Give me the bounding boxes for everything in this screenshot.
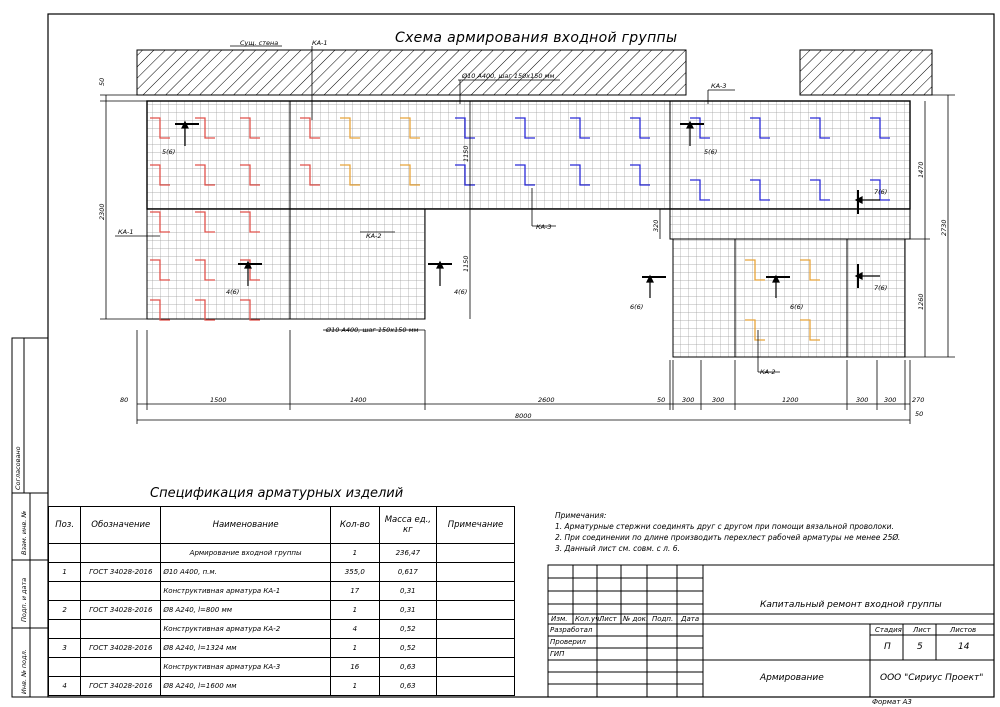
dim-h: 270 (912, 396, 925, 404)
spec-row (49, 563, 515, 582)
col-pos: Поз. (49, 507, 81, 544)
ka3-mid-callout: КА-3 (536, 223, 552, 231)
spec-row (49, 601, 515, 620)
section-label: 7(6) (874, 284, 888, 292)
side-inv-orig: Инв. № подл. (20, 649, 28, 694)
spec-cell-qty: 4 (330, 620, 379, 639)
spec-cell-mass: 0,63 (379, 658, 436, 677)
drawing-title: Схема армирования входной группы (395, 30, 678, 46)
stamp-sheet-label: Лист (913, 626, 931, 634)
spec-cell-designation: ГОСТ 34028-2016 (81, 601, 161, 620)
stamp-sheet-title: Армирование (760, 673, 824, 683)
stamp-col: Кол.уч. (575, 615, 602, 623)
spec-cell-mass: 0,52 (379, 620, 436, 639)
spec-cell-mass: 0,63 (379, 677, 436, 696)
spec-cell-mass: 0,617 (379, 563, 436, 582)
section-label: 4(6) (226, 288, 240, 296)
existing-wall-left (137, 50, 686, 95)
spec-cell-pos: 2 (49, 601, 81, 620)
spec-cell-note (436, 639, 514, 658)
mesh-top-callout: Ø10 А400, шаг 150х150 мм (462, 72, 555, 80)
col-qty: Кол-во (330, 507, 379, 544)
spec-cell-qty: 16 (330, 658, 379, 677)
spec-cell-name: Ø8 А240, l=1600 мм (161, 677, 331, 696)
dim-h: 2600 (538, 396, 555, 404)
spec-cell-note (436, 658, 514, 677)
stamp-role: ГИП (550, 650, 565, 658)
spec-cell-name: Конструктивная арматура КА-1 (161, 582, 331, 601)
spec-cell-designation (81, 544, 161, 563)
dim-h: 300 (856, 396, 869, 404)
ka1-top-callout: КА-1 (312, 39, 328, 47)
spec-cell-pos (49, 544, 81, 563)
spec-body (49, 544, 515, 696)
dim-h: 1200 (782, 396, 799, 404)
wall-label: Сущ. стена (240, 39, 279, 47)
stamp-sheets: 14 (958, 642, 970, 652)
spec-cell-mass: 0,31 (379, 582, 436, 601)
spec-cell-pos (49, 582, 81, 601)
col-name: Наименование (161, 507, 331, 544)
note-item: 3. Данный лист см. совм. с л. 6. (555, 544, 680, 553)
dim-v-2300: 2300 (98, 203, 106, 220)
mesh-grids (147, 101, 910, 357)
notes (555, 510, 900, 554)
ka2-mid-callout: КА-2 (366, 232, 382, 240)
note-item: 2. При соединении по длине производить перехлест рабочей арматуры не менее 25Ø. (555, 533, 901, 542)
spec-cell-note (436, 601, 514, 620)
spec-cell-qty: 17 (330, 582, 379, 601)
stamp-stage-label: Стадия (875, 626, 902, 634)
spec-cell-pos (49, 620, 81, 639)
stamp-col: № док. (623, 615, 649, 623)
stamp-sheets-label: Листов (950, 626, 977, 634)
dim-h: 300 (712, 396, 725, 404)
spec-row (49, 658, 515, 677)
spec-cell-note (436, 677, 514, 696)
section-label: 5(6) (162, 148, 176, 156)
spec-cell-designation (81, 658, 161, 677)
dim-h: 300 (884, 396, 897, 404)
stamp-col: Изм. (551, 615, 568, 623)
note-item: 1. Арматурные стержни соединять друг с другом при помощи вязальной проволоки. (555, 522, 894, 531)
dim-h: 300 (682, 396, 695, 404)
dim-v-50: 50 (98, 77, 106, 86)
spec-cell-name: Ø8 А240, l=1324 мм (161, 639, 331, 658)
ka2-bottom-callout: КА-2 (760, 368, 776, 376)
side-agreed: Согласовано (14, 446, 22, 490)
side-sign-date: Подп. и дата (20, 577, 28, 622)
dim-total: 8000 (515, 412, 532, 420)
spec-row (49, 544, 515, 563)
mesh-bottom-callout: Ø10 А400, шаг 150х150 мм (326, 326, 419, 334)
section-label: 4(6) (454, 288, 468, 296)
spec-cell-name: Ø10 А400, п.м. (161, 563, 331, 582)
dim-v-1150a: 1150 (462, 145, 470, 162)
dim-h: 80 (120, 396, 129, 404)
notes-title: Примечания: (555, 511, 607, 520)
spec-cell-qty: 1 (330, 677, 379, 696)
stamp-role: Проверил (550, 638, 586, 646)
section-label: 6(6) (630, 303, 644, 311)
existing-wall-right (800, 50, 932, 95)
dim-v-2730: 2730 (940, 219, 948, 236)
spec-header-row (49, 507, 515, 544)
spec-row (49, 639, 515, 658)
col-mass: Масса ед., кг (379, 507, 436, 544)
dim-h: 50 (657, 396, 666, 404)
section-label: 6(6) (790, 303, 804, 311)
stamp-stage: П (884, 642, 891, 652)
spec-cell-pos: 3 (49, 639, 81, 658)
spec-cell-name: Конструктивная арматура КА-2 (161, 620, 331, 639)
spec-cell-designation (81, 582, 161, 601)
dim-end-50: 50 (915, 410, 924, 418)
stamp-role: Разработал (550, 626, 593, 634)
stamp-sheet: 5 (917, 642, 923, 652)
stamp-project: Капитальный ремонт входной группы (760, 600, 942, 610)
spec-cell-designation (81, 620, 161, 639)
spec-cell-pos: 1 (49, 563, 81, 582)
spec-cell-mass: 0,52 (379, 639, 436, 658)
spec-cell-name: Армирование входной группы (161, 544, 331, 563)
dim-v-320: 320 (652, 219, 660, 232)
spec-row (49, 582, 515, 601)
spec-cell-designation: ГОСТ 34028-2016 (81, 563, 161, 582)
col-designation: Обозначение (81, 507, 161, 544)
dim-h: 1400 (350, 396, 367, 404)
spec-cell-note (436, 544, 514, 563)
spec-row (49, 677, 515, 696)
spec-cell-designation: ГОСТ 34028-2016 (81, 677, 161, 696)
spec-cell-note (436, 563, 514, 582)
spec-title: Спецификация арматурных изделий (150, 486, 404, 501)
dim-v-1470: 1470 (917, 161, 925, 178)
spec-cell-name: Конструктивная арматура КА-3 (161, 658, 331, 677)
stamp-format: Формат А3 (872, 698, 912, 706)
spec-table (48, 506, 515, 696)
ka1-left-callout: КА-1 (118, 228, 134, 236)
section-label: 5(6) (704, 148, 718, 156)
spec-cell-pos (49, 658, 81, 677)
dim-v-1150b: 1150 (462, 255, 470, 272)
spec-cell-note (436, 582, 514, 601)
stamp-col: Лист (599, 615, 617, 623)
dim-h: 1500 (210, 396, 227, 404)
stamp-company: ООО "Сириус Проект" (880, 673, 984, 683)
spec-cell-qty: 1 (330, 639, 379, 658)
ka3-top-callout: КА-3 (711, 82, 727, 90)
spec-cell-name: Ø8 А240, l=800 мм (161, 601, 331, 620)
section-label: 7(6) (874, 188, 888, 196)
dim-v-1260: 1260 (917, 293, 925, 310)
col-note: Примечание (436, 507, 514, 544)
spec-cell-qty: 1 (330, 601, 379, 620)
stamp-col: Подп. (652, 615, 674, 623)
spec-row (49, 620, 515, 639)
spec-cell-qty: 355,0 (330, 563, 379, 582)
spec-cell-note (436, 620, 514, 639)
spec-cell-qty: 1 (330, 544, 379, 563)
stamp-col: Дата (681, 615, 700, 623)
spec-cell-pos: 4 (49, 677, 81, 696)
spec-cell-mass: 236,47 (379, 544, 436, 563)
side-inv-replace: Взам. инв. № (20, 510, 28, 555)
spec-cell-mass: 0,31 (379, 601, 436, 620)
spec-cell-designation: ГОСТ 34028-2016 (81, 639, 161, 658)
